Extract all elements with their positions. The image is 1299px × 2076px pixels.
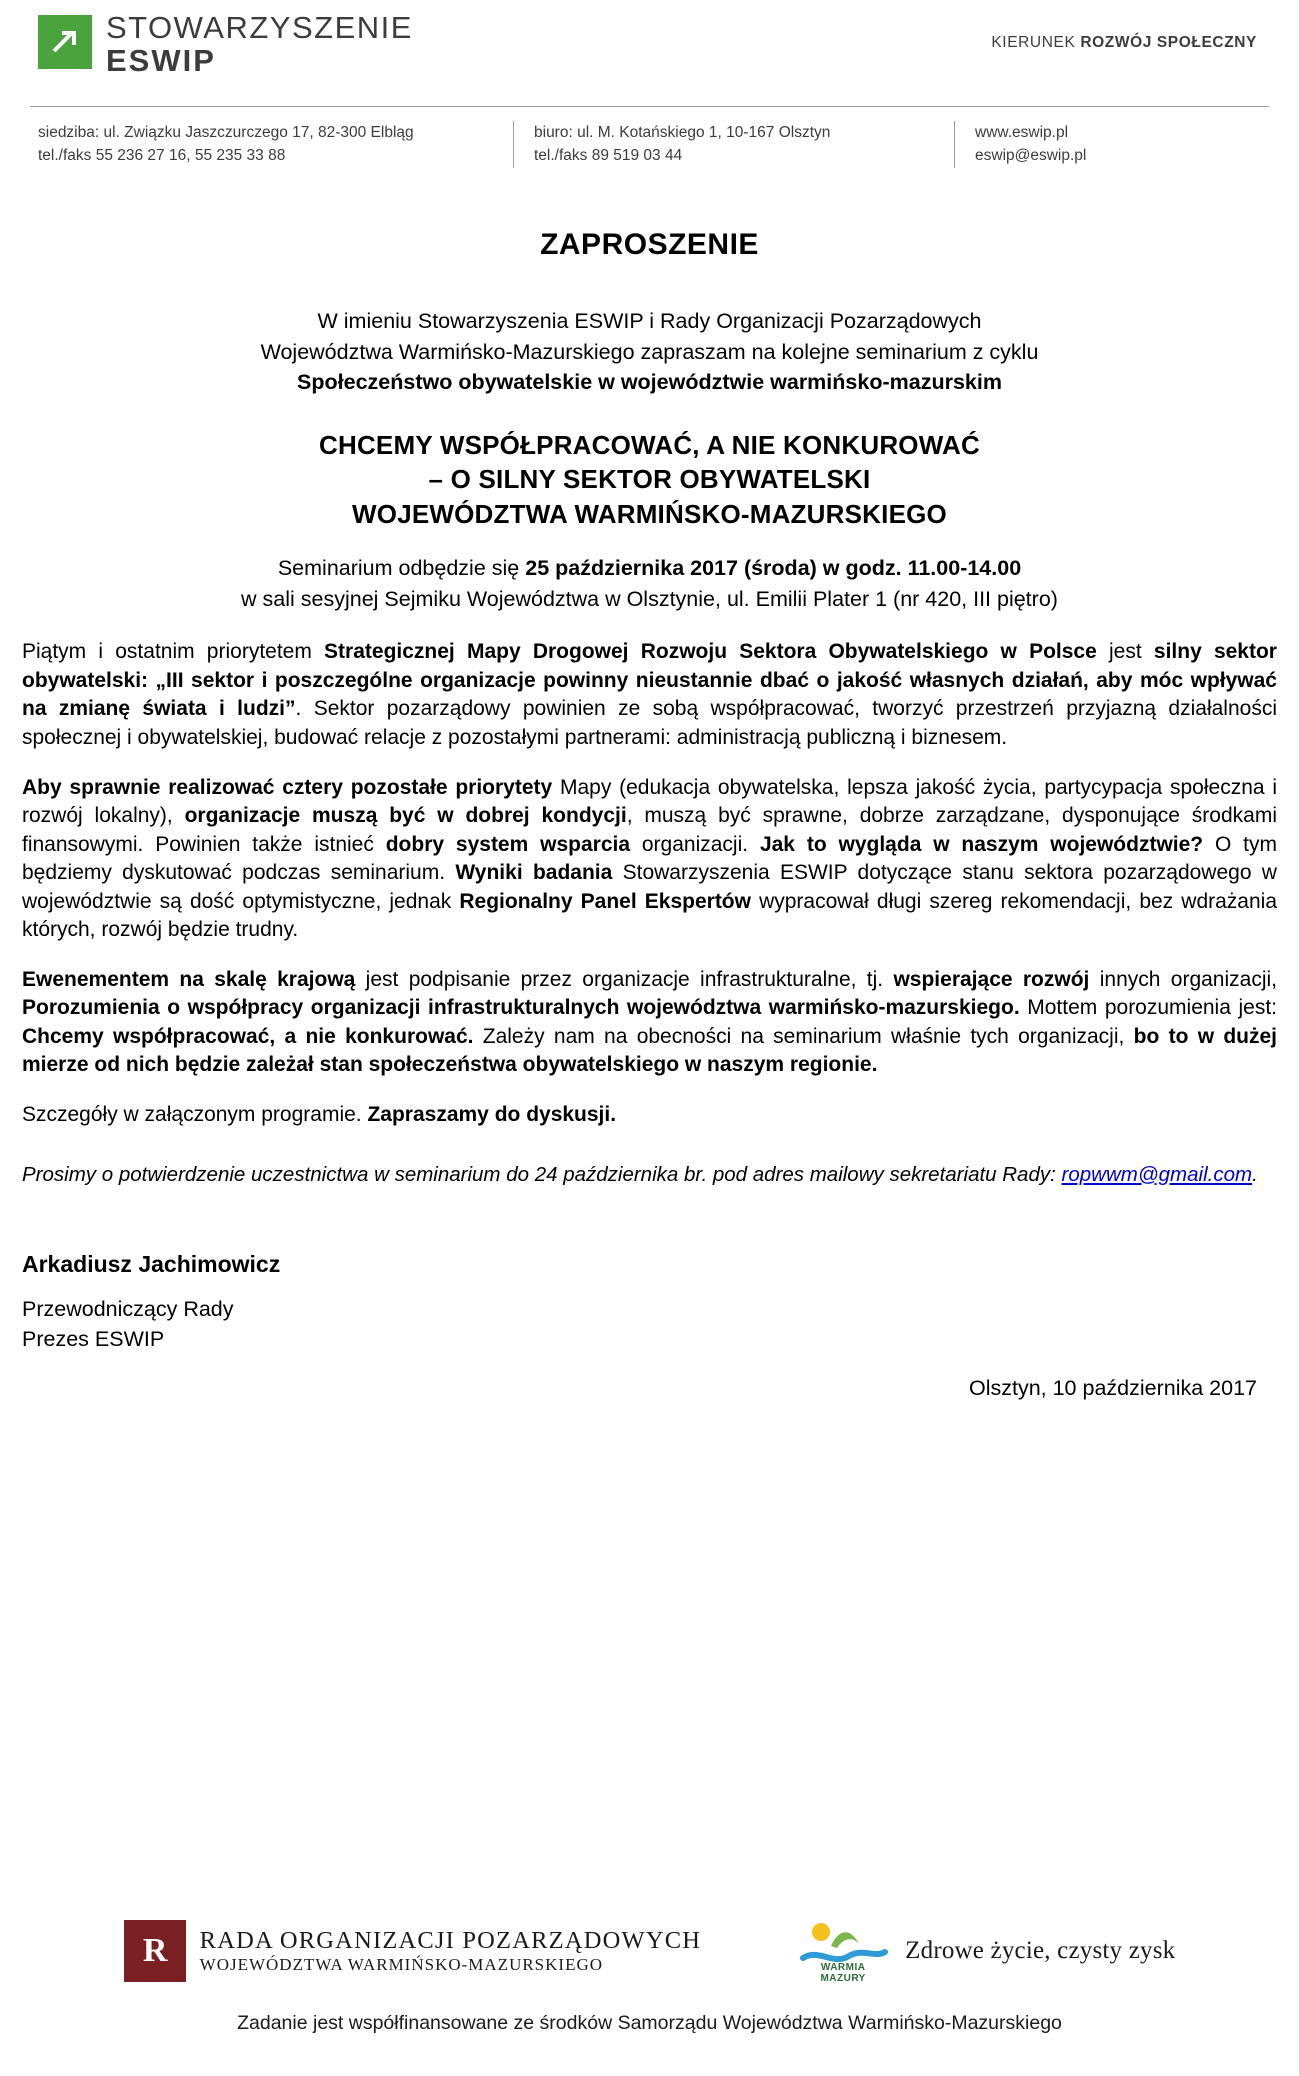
p2-part-g: Jak to wygląda w naszym województwie? [759, 832, 1204, 856]
letterhead-tagline [991, 12, 1269, 52]
p2-part-e: dobry system wsparcia [385, 832, 631, 856]
p1-part-e: . Sektor pozarządowy powinien ze sobą współpracować, tworzyć przestrzeń przyjazną działalności społecznej i obywatelskiej, budować relacje z pozostałymi partnerami: administracją publiczną i biznesem. [22, 697, 1277, 749]
signature-block [22, 1251, 1277, 1354]
page-title: ZAPROSZENIE [540, 228, 759, 261]
rop-logo-text [200, 1927, 702, 1976]
warmia-mazury-wordmark [797, 1963, 889, 1984]
p3-part-e: Porozumienia o współpracy organizacji infrastrukturalnych województwa warmińsko-mazurskiego. [22, 996, 1020, 1020]
contact-olsztyn-phone: tel./faks 89 519 03 44 [534, 147, 683, 165]
document-content [0, 228, 1299, 1401]
when-prefix: Seminarium odbędzie się [277, 556, 526, 581]
intro-block [22, 306, 1277, 398]
signature-role-1: Przewodniczący Rady [22, 1296, 234, 1321]
letterhead-tagline-prefix: KIERUNEK [991, 34, 1076, 51]
eswip-logo-line2: ESWIP [106, 42, 216, 78]
warmia-mazury-line2: MAZURY [820, 1972, 866, 1984]
rop-logo-title: RADA ORGANIZACJI POZARZĄDOWYCH [199, 1926, 702, 1954]
eswip-logo-wordmark [106, 12, 413, 77]
p4-part-a: Szczegóły w załączonym programie. [22, 1102, 368, 1126]
seminar-title-line-3: WOJEWÓDZTWA WARMIŃSKO-MAZURSKIEGO [352, 498, 947, 529]
p3-part-i: bo to w dużej mierze od nich będzie zależał stan społeczeństwa obywatelskiego w naszym regionie. [22, 1024, 1277, 1077]
p2-part-h: O tym będziemy dyskutować podczas seminarium. [22, 832, 1278, 885]
warmia-mazury-icon [797, 1918, 889, 1984]
p2-part-d: , muszą być sprawne, dobrze zarządzane, dysponujące środkami finansowymi. Powinien także istnieć [22, 804, 1277, 856]
body-paragraph-4 [22, 1101, 1277, 1130]
rop-logo [124, 1920, 702, 1982]
seminar-title [22, 428, 1277, 532]
p2-part-b: Mapy (edukacja obywatelska, lepsza jakość życia, partycypacja społeczna i rozwój lokalny), [22, 775, 1277, 828]
letterhead-top-row [30, 12, 1269, 100]
p3-part-b: jest podpisanie przez organizacje infrastrukturalne, tj. [355, 967, 894, 991]
contact-email[interactable]: eswip@eswip.pl [975, 147, 1087, 165]
letterhead-contacts [30, 107, 1269, 168]
p3-part-d: innych organizacji, [1089, 967, 1277, 991]
letterhead [0, 0, 1299, 186]
p3-part-g: Chcemy współpracować, a nie konkurować. [22, 1024, 474, 1048]
place-and-date: Olsztyn, 10 października 2017 [968, 1375, 1257, 1400]
p2-part-a: Aby sprawnie realizować cztery pozostałe priorytety [22, 775, 553, 799]
p4-part-b: Zapraszamy do dyskusji. [367, 1102, 617, 1126]
eswip-logo [30, 12, 413, 77]
confirmation-text: Prosimy o potwierdzenie uczestnictwa w seminarium do 24 października br. pod adres mailowy sekretariatu Rady: [22, 1162, 1062, 1186]
body-paragraph-2 [22, 774, 1277, 945]
footer [0, 1896, 1299, 2076]
p2-part-j: Stowarzyszenia ESWIP dotyczące stanu sektora pozarządowego w województwie są dość optymistyczne, jednak [22, 861, 1277, 913]
body-paragraph-3 [22, 966, 1277, 1080]
signature-name: Arkadiusz Jachimowicz [22, 1250, 281, 1277]
p2-part-k: Regionalny Panel Ekspertów [459, 889, 751, 913]
rop-monogram-icon [124, 1920, 186, 1982]
confirmation-suffix: . [1252, 1162, 1258, 1186]
p1-part-b: Strategicznej Mapy Drogowej Rozwoju Sektora Obywatelskiego w Polsce [324, 640, 1097, 664]
p1-part-c: jest [1096, 640, 1154, 664]
p3-part-a: Ewenementem na skalę krajową [22, 967, 356, 991]
intro-line-2: Województwa Warmińsko-Mazurskiego zapraszam na kolejne seminarium z cyklu [260, 339, 1039, 364]
p1-part-a: Piątym i ostatnim priorytetem [22, 640, 325, 664]
p1-part-d: silny sektor obywatelski: „III sektor i poszczególne organizacje powinny nieustannie dbać o jakość własnych działań, aby móc wpływać na zmianę świata i ludzi” [22, 640, 1277, 721]
contact-website[interactable]: www.eswip.pl [975, 124, 1069, 141]
seminar-title-line-2: – O SILNY SEKTOR OBYWATELSKI [428, 464, 871, 495]
footer-logos [0, 1896, 1299, 2006]
warmia-mazury-line1: WARMIA [820, 1962, 866, 1973]
contact-elblag-phone: tel./faks 55 236 27 16, 55 235 33 88 [38, 147, 286, 165]
body-paragraph-1 [22, 638, 1277, 752]
p3-part-f: Mottem porozumienia jest: [1019, 996, 1277, 1020]
contact-olsztyn [513, 121, 954, 168]
p2-part-i: Wyniki badania [455, 861, 613, 885]
signature-role-2: Prezes ESWIP [22, 1326, 165, 1351]
p2-part-c: organizacje muszą być w dobrej kondycji [184, 804, 627, 828]
contact-web [954, 121, 1269, 168]
seminar-title-line-1: CHCEMY WSPÓŁPRACOWAĆ, A NIE KONKUROWAĆ [319, 429, 980, 460]
p3-part-c: wspierające rozwój [893, 967, 1090, 991]
intro-series-name: Społeczeństwo obywatelskie w województwie warmińsko-mazurskim [297, 370, 1002, 395]
confirmation-note [22, 1160, 1277, 1189]
contact-email-link[interactable]: ropwwm@gmail.com [1061, 1162, 1253, 1186]
contact-elblag [30, 121, 513, 168]
when-place: w sali sesyjnej Sejmiku Województwa w Olsztynie, ul. Emilii Plater 1 (nr 420, III piętro) [241, 586, 1058, 611]
letterhead-tagline-bold: ROZWÓJ SPOŁECZNY [1080, 34, 1257, 51]
contact-olsztyn-address: biuro: ul. M. Kotańskiego 1, 10-167 Olsztyn [534, 124, 831, 141]
eswip-logo-line1: STOWARZYSZENIE [106, 10, 413, 45]
contact-elblag-address: siedziba: ul. Związku Jaszczurczego 17, 82-300 Elbląg [38, 124, 414, 141]
rop-monogram-letter: R [142, 1932, 167, 1969]
rop-logo-subtitle: WOJEWÓDZTWA WARMIŃSKO-MAZURSKIEGO [199, 1954, 604, 1974]
p3-part-h: Zależy nam na obecności na seminarium właśnie tych organizacji, [473, 1024, 1134, 1048]
warmia-mazury-slogan: Zdrowe życie, czysty zysk [905, 1937, 1176, 1964]
p2-part-f: organizacji. [630, 832, 760, 856]
warmia-mazury-logo [797, 1918, 1175, 1984]
arrow-up-right-icon [38, 15, 92, 69]
funding-note: Zadanie jest współfinansowane ze środków Samorządu Województwa Warmińsko-Mazurskiego [237, 2012, 1062, 2034]
when-datetime: 25 października 2017 (środa) w godz. 11.00-14.00 [525, 556, 1022, 581]
seminar-when-where [22, 553, 1277, 614]
intro-line-1: W imieniu Stowarzyszenia ESWIP i Rady Organizacji Pozarządowych [317, 309, 982, 333]
p2-part-l: wypracował długi szereg rekomendacji, bez wdrażania których, rozwój będzie trudny. [22, 889, 1277, 942]
